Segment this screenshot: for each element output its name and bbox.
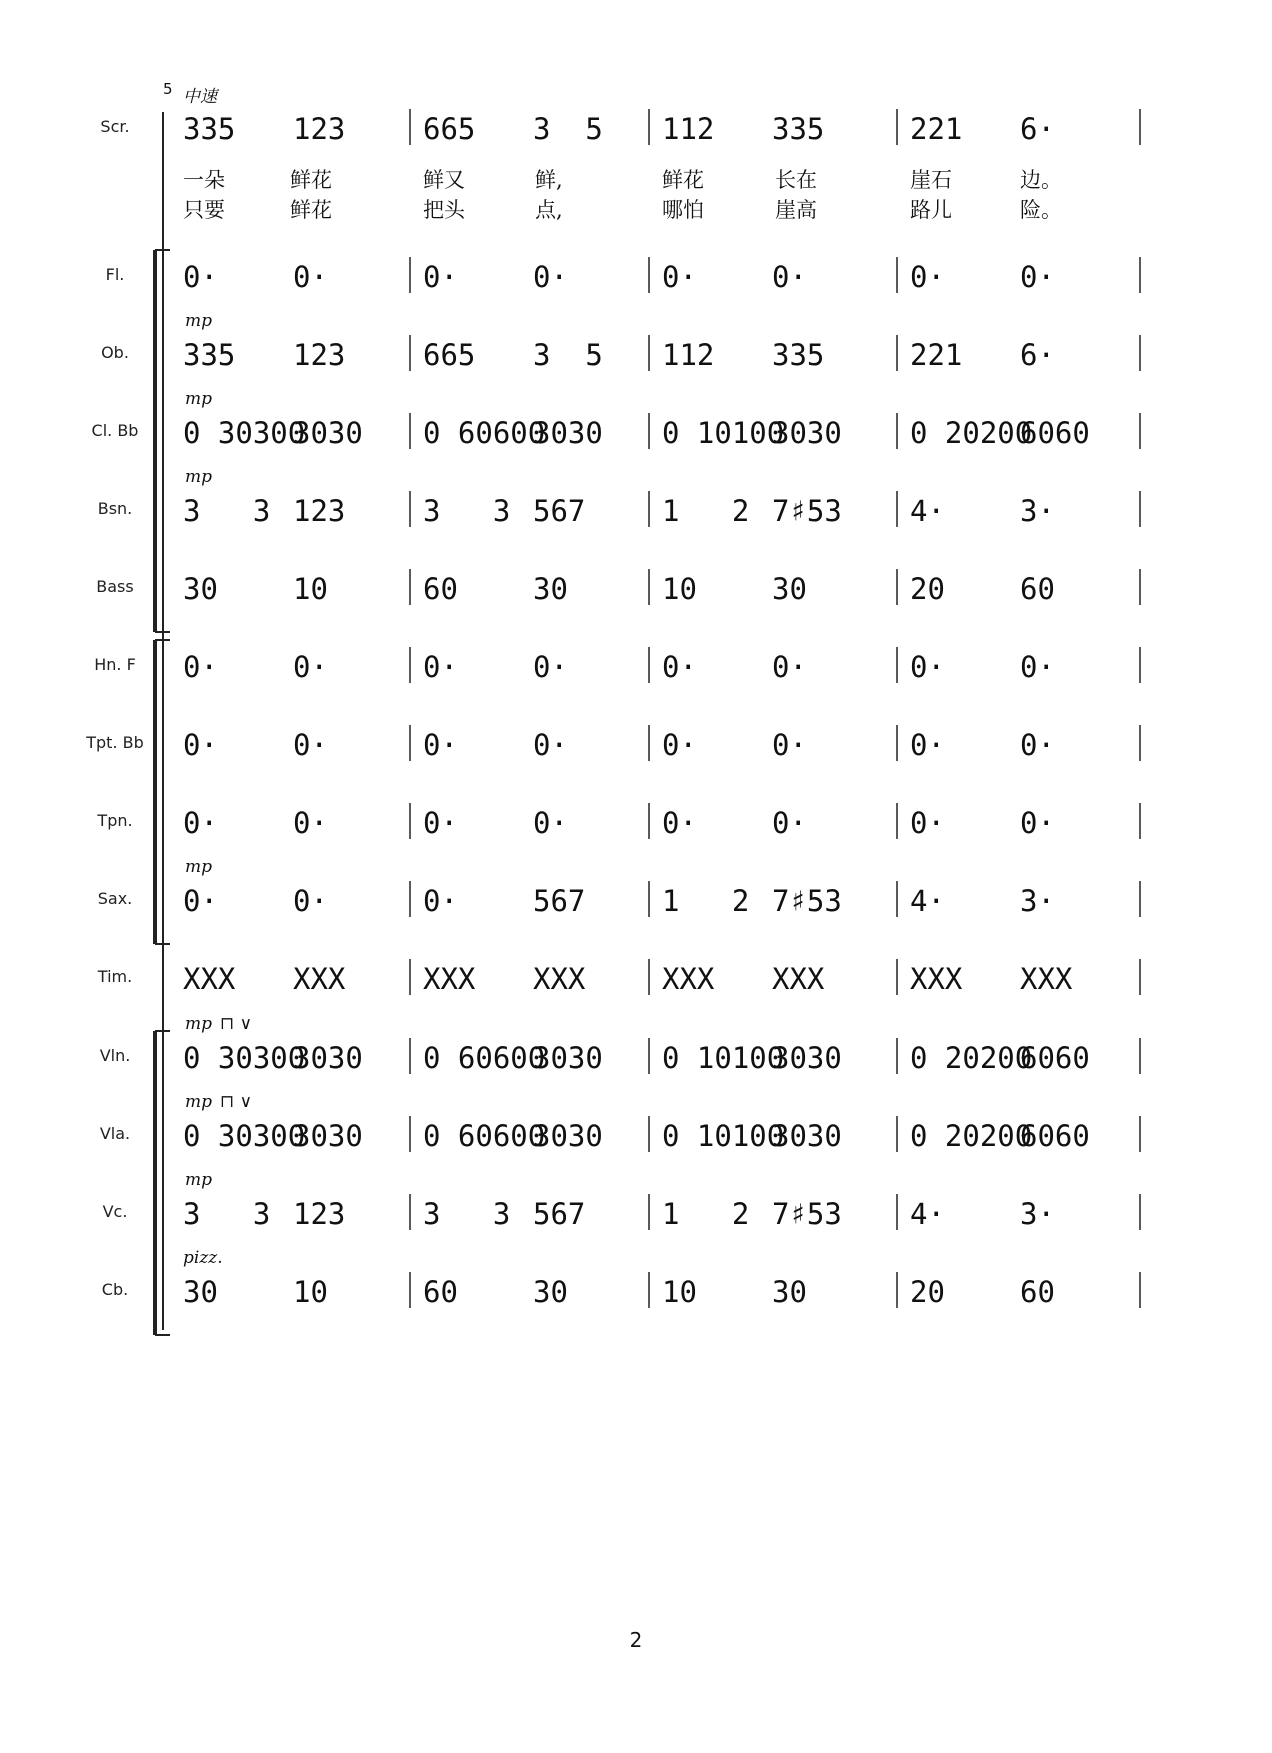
dynamic-marking: mp [185,1092,213,1112]
beat-group: 1 2 [662,1197,750,1231]
beat-group: 3· [1020,494,1055,528]
beat-group: 112 [662,338,715,372]
beat-group: 6060 [1020,416,1090,450]
beat-group: 3030 [533,416,603,450]
beat-group: XXX [772,962,825,996]
beat-group: 0· [662,806,697,840]
beat-group: 0 10100 [662,1041,785,1075]
beat-group: 0 20200 [910,416,1033,450]
beat-group: 3030 [293,1119,363,1153]
tempo-marking: 中速 [183,87,217,107]
beat-group: 0· [662,260,697,294]
staff-label: Tpn. [97,811,133,830]
beat-group: 0· [662,650,697,684]
beat-group: XXX [662,962,715,996]
staff-label: Tim. [97,967,133,986]
beat-group: 123 [293,1197,346,1231]
beat-group: 30 [533,1275,568,1309]
beat-group: 7♯53 [772,1197,842,1231]
beat-group: 0· [1020,260,1055,294]
beat-group: 30 [772,1275,807,1309]
beat-group: XXX [183,962,236,996]
lyric-word: 点, [535,198,563,222]
beat-group: 0· [423,806,458,840]
beat-group: 0· [772,806,807,840]
staff-label: Fl. [105,265,125,284]
page-number: 2 [629,1628,643,1652]
staff-label: Vln. [99,1046,131,1065]
beat-group: 0· [183,728,218,762]
dynamic-marking: mp [185,1170,213,1190]
beat-group: 0· [772,728,807,762]
beat-group: 0· [293,260,328,294]
dynamic-marking: mp [185,857,213,877]
beat-group: 7♯53 [772,494,842,528]
beat-group: 10 [662,1275,697,1309]
beat-group: 567 [533,884,586,918]
beat-group: 60 [1020,1275,1055,1309]
beat-group: 6· [1020,112,1055,146]
beat-group: 3030 [772,1041,842,1075]
beat-group: 123 [293,494,346,528]
beat-group: XXX [910,962,963,996]
beat-group: 3 3 [183,1197,271,1231]
beat-group: 1 2 [662,494,750,528]
beat-group: 0 10100 [662,416,785,450]
beat-group: 6· [1020,338,1055,372]
beat-group: 0· [183,806,218,840]
beat-group: 0· [293,806,328,840]
beat-group: 3 3 [423,494,511,528]
beat-group: 3 5 [533,112,603,146]
lyric-word: 鲜又 [423,168,465,192]
lyric-word: 险。 [1020,198,1062,222]
beat-group: 567 [533,1197,586,1231]
beat-group: XXX [423,962,476,996]
beat-group: 0 30300 [183,1119,306,1153]
beat-group: 0 20200 [910,1119,1033,1153]
beat-group: 0 30300 [183,1041,306,1075]
beat-group: 0· [1020,728,1055,762]
lyric-word: 崖高 [775,198,817,222]
beat-group: 0· [772,650,807,684]
beat-group: 4· [910,494,945,528]
bowing-marks: ⊓ ∨ [220,1092,253,1112]
lyric-word: 路儿 [910,198,952,222]
lyric-word: 只要 [183,198,225,222]
beat-group: 60 [423,1275,458,1309]
beat-group: 0· [910,650,945,684]
beat-group: 10 [662,572,697,606]
beat-group: 221 [910,338,963,372]
lyric-word: 崖石 [910,168,952,192]
lyric-word: 哪怕 [662,198,704,222]
beat-group: 0· [293,650,328,684]
beat-group: 335 [183,112,236,146]
staff-label: Scr. [100,117,130,136]
staff-label: Hn. F [94,655,136,674]
beat-group: 0· [533,806,568,840]
beat-group: 0 60600 [423,1041,546,1075]
beat-group: 30 [183,572,218,606]
beat-group: 30 [183,1275,218,1309]
beat-group: 60 [1020,572,1055,606]
lyric-word: 鲜, [535,168,563,192]
beat-group: 0· [533,650,568,684]
beat-group: 7♯53 [772,884,842,918]
beat-group: 335 [183,338,236,372]
beat-group: 665 [423,112,476,146]
beat-group: 123 [293,338,346,372]
beat-group: 0· [662,728,697,762]
staff-label: Cl. Bb [91,421,139,440]
beat-group: 0· [423,728,458,762]
beat-group: 0· [910,806,945,840]
beat-group: 10 [293,1275,328,1309]
beat-group: 20 [910,572,945,606]
beat-group: 3 3 [183,494,271,528]
dynamic-marking: mp [185,1014,213,1034]
beat-group: 0· [533,260,568,294]
beat-group: 221 [910,112,963,146]
beat-group: 0 20200 [910,1041,1033,1075]
beat-group: 0 60600 [423,416,546,450]
beat-group: 0 60600 [423,1119,546,1153]
staff-label: Vc. [102,1202,128,1221]
beat-group: 3030 [293,416,363,450]
beat-group: 0· [533,728,568,762]
beat-group: 0· [423,650,458,684]
beat-group: 123 [293,112,346,146]
beat-group: 0· [293,884,328,918]
staff-label: Ob. [101,343,129,362]
beat-group: 3 5 [533,338,603,372]
beat-group: 567 [533,494,586,528]
beat-group: 335 [772,338,825,372]
measure-number: 5 [163,80,173,98]
staff-label: Cb. [101,1280,129,1299]
beat-group: 30 [772,572,807,606]
beat-group: 0· [423,884,458,918]
beat-group: 0· [423,260,458,294]
beat-group: 335 [772,112,825,146]
staff-label: Tpt. Bb [86,733,144,752]
beat-group: 10 [293,572,328,606]
lyric-word: 鲜花 [662,168,704,192]
beat-group: 0· [183,260,218,294]
lyric-word: 一朵 [183,168,225,192]
lyric-word: 鲜花 [290,168,332,192]
dynamic-marking: mp [185,389,213,409]
lyric-word: 边。 [1020,168,1062,192]
beat-group: 20 [910,1275,945,1309]
staff-label: Bass [96,577,134,596]
beat-group: 6060 [1020,1119,1090,1153]
beat-group: 0· [910,260,945,294]
beat-group: 3030 [772,1119,842,1153]
beat-group: 0· [1020,806,1055,840]
beat-group: 0· [293,728,328,762]
technique-marking: pizz. [183,1248,223,1268]
beat-group: XXX [293,962,346,996]
beat-group: 0· [183,650,218,684]
lyric-word: 鲜花 [290,198,332,222]
dynamic-marking: mp [185,467,213,487]
beat-group: 0· [772,260,807,294]
dynamic-marking: mp [185,311,213,331]
beat-group: 4· [910,884,945,918]
beat-group: 112 [662,112,715,146]
beat-group: 0· [910,728,945,762]
beat-group: 0· [183,884,218,918]
beat-group: 1 2 [662,884,750,918]
staff-label: Vla. [99,1124,131,1143]
beat-group: 6060 [1020,1041,1090,1075]
beat-group: 4· [910,1197,945,1231]
beat-group: 665 [423,338,476,372]
beat-group: 30 [533,572,568,606]
bowing-marks: ⊓ ∨ [220,1014,253,1034]
lyric-word: 把头 [423,198,465,222]
beat-group: 3· [1020,884,1055,918]
beat-group: 60 [423,572,458,606]
beat-group: 3030 [533,1119,603,1153]
beat-group: 3030 [293,1041,363,1075]
beat-group: 0 30300 [183,416,306,450]
beat-group: XXX [533,962,586,996]
beat-group: 3030 [772,416,842,450]
lyric-word: 长在 [775,168,817,192]
beat-group: 0 10100 [662,1119,785,1153]
staff-label: Bsn. [97,499,133,518]
beat-group: 3030 [533,1041,603,1075]
beat-group: XXX [1020,962,1073,996]
beat-group: 3 3 [423,1197,511,1231]
staff-label: Sax. [97,889,133,908]
beat-group: 0· [1020,650,1055,684]
beat-group: 3· [1020,1197,1055,1231]
